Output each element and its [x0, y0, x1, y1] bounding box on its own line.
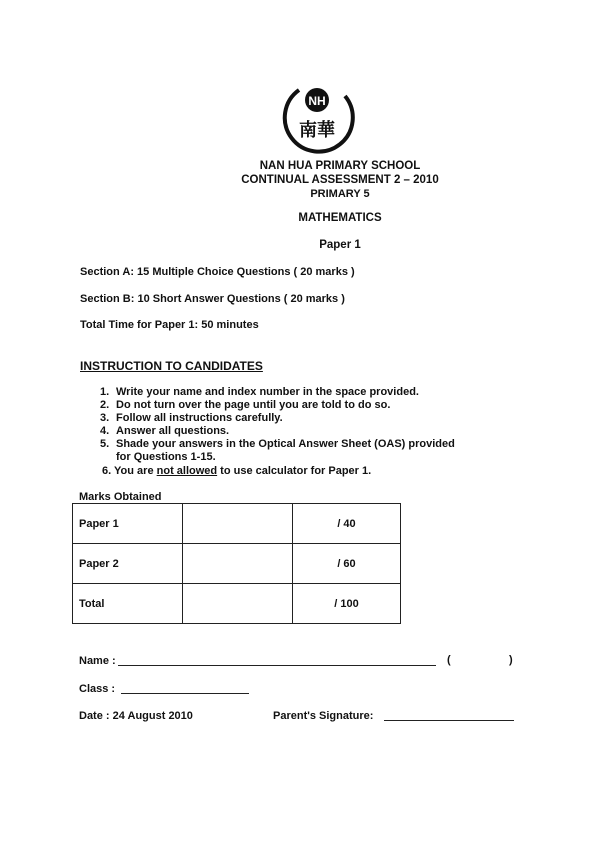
level-label: PRIMARY 5 [310, 188, 370, 200]
section-a-info: Section A: 15 Multiple Choice Questions ( 20 marks ) [80, 266, 355, 278]
subject-title: MATHEMATICS [298, 212, 382, 224]
marks-heading: Marks Obtained [79, 491, 162, 503]
instruction-item: 2. Do not turn over the page until you are told to do so. [100, 399, 391, 411]
marks-table [72, 503, 401, 624]
name-line[interactable] [118, 665, 436, 666]
instructions-heading: INSTRUCTION TO CANDIDATES [80, 359, 263, 373]
total-cell: / 100 [293, 584, 401, 624]
score-cell [183, 504, 293, 544]
index-paren-open: ( [447, 654, 451, 666]
name-label: Name : [79, 655, 116, 667]
date-label: Date : 24 August 2010 [79, 710, 193, 722]
instruction-item: 1. Write your name and index number in the space provided. [100, 386, 419, 398]
logo-chinese-text: 南華 [299, 120, 335, 141]
table-row [73, 584, 401, 624]
row-label: Total [73, 584, 183, 624]
instruction-item-6: 6. You are not allowed to use calculator for Paper 1. [102, 465, 372, 477]
table-row [73, 504, 401, 544]
total-cell: / 40 [293, 504, 401, 544]
total-cell: / 60 [293, 544, 401, 584]
assessment-title: CONTINUAL ASSESSMENT 2 – 2010 [241, 174, 439, 186]
class-label: Class : [79, 683, 116, 695]
instructions-list [100, 386, 455, 464]
index-paren-close: ) [509, 654, 513, 666]
instruction-item: 3. Follow all instructions carefully. [100, 412, 283, 424]
logo-monogram: NH [308, 94, 326, 108]
school-name: NAN HUA PRIMARY SCHOOL [259, 160, 421, 172]
instruction-item: 5. Shade your answers in the Optical Answer Sheet (OAS) provided [100, 438, 455, 450]
school-logo [277, 78, 357, 158]
paper-title: Paper 1 [319, 239, 361, 251]
instruction-item: 4. Answer all questions. [100, 425, 230, 437]
signature-line[interactable] [384, 720, 514, 721]
score-cell [183, 544, 293, 584]
class-line[interactable] [121, 693, 249, 694]
row-label: Paper 2 [73, 544, 183, 584]
score-cell [183, 584, 293, 624]
signature-label: Parent's Signature: [273, 710, 374, 722]
table-row [73, 544, 401, 584]
row-label: Paper 1 [73, 504, 183, 544]
total-time-info: Total Time for Paper 1: 50 minutes [80, 319, 259, 331]
instruction-item-continued: for Questions 1-15. [116, 451, 216, 463]
section-b-info: Section B: 10 Short Answer Questions ( 20 marks ) [80, 293, 345, 305]
